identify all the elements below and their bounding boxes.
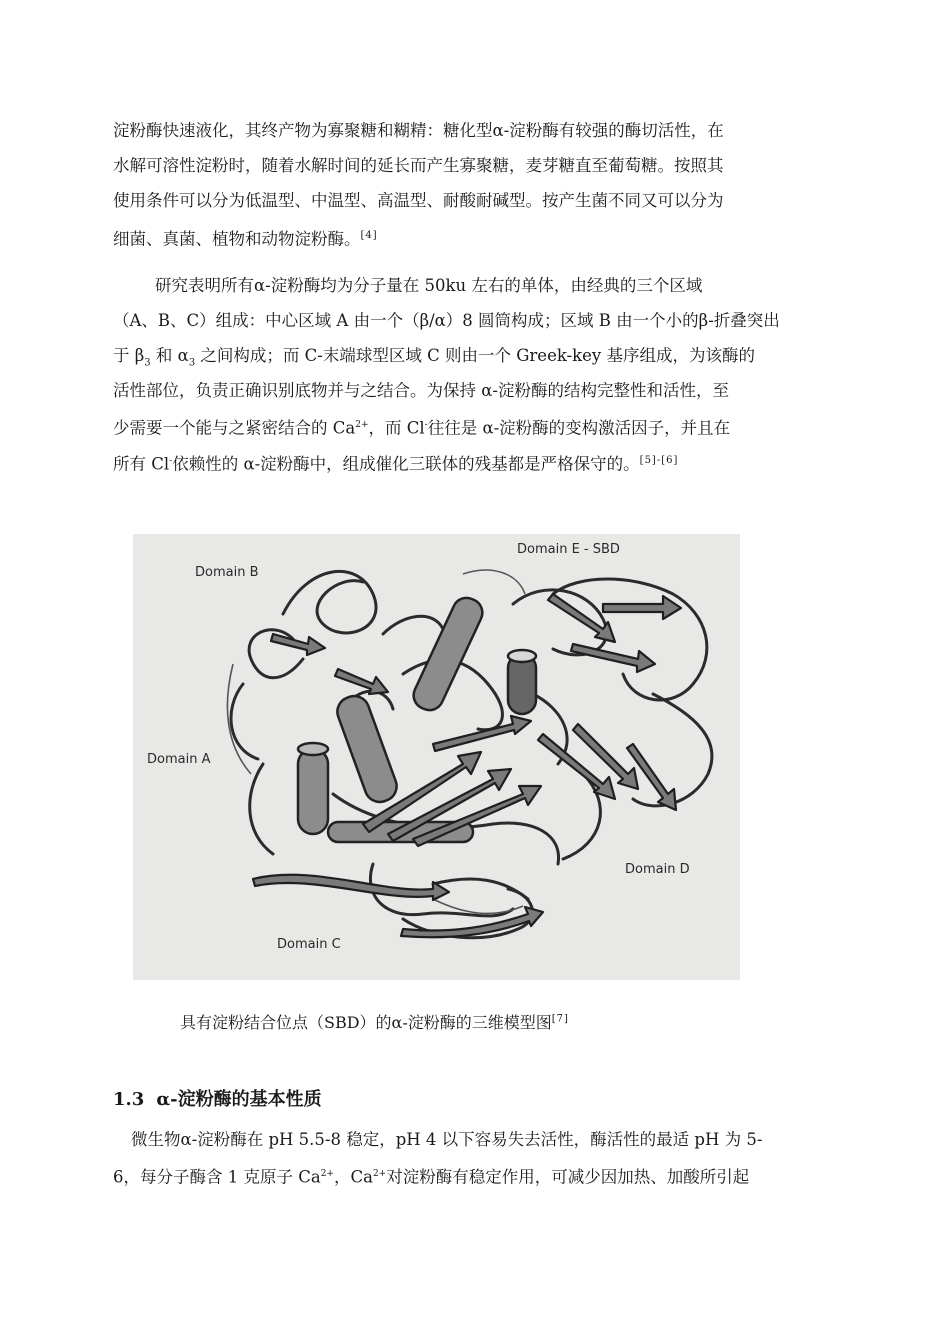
text-fragment: 对淀粉酶有稳定作用，可减少因加热、加酸所引起: [386, 1167, 750, 1187]
text-line: [113, 338, 843, 373]
superscript: 2+: [372, 1169, 387, 1179]
label-domain-e: Domain E - SBD: [517, 542, 620, 557]
text-fragment: 所有 Cl: [113, 454, 170, 474]
superscript: 2+: [355, 420, 369, 430]
text-fragment: 依赖性的 α-淀粉酶中，组成催化三联体的残基都是严格保守的。: [172, 454, 640, 474]
citation-ref: [5]-[6]: [639, 455, 679, 466]
section-number: 1.3: [113, 1089, 145, 1110]
text-fragment: 6，每分子酶含 1 克原子 Ca: [113, 1167, 321, 1187]
text-fragment: 细菌、真菌、植物和动物淀粉酶。: [113, 229, 361, 249]
text-line: 水解可溶性淀粉时，随着水解时间的延长而产生寡聚糖，麦芽糖直至葡萄糖。按照其: [113, 156, 724, 175]
text-line: 淀粉酶快速液化，其终产物为寡聚糖和糊精：糖化型α-淀粉酶有较强的酶切活性，在: [113, 121, 724, 140]
text-line: [113, 408, 843, 443]
paragraph-2: [113, 268, 843, 478]
text-fragment: 之间构成；而 C-末端球型区域 C 则由一个 Greek-key 基序组成，为该酶的: [195, 346, 755, 365]
text-line: （A、B、C）组成：中心区域 A 由一个（β/α）8 圆筒构成；区域 B 由一个小的β-折叠突出: [113, 311, 780, 330]
label-domain-c: Domain C: [277, 937, 341, 952]
text-line: 微生物α-淀粉酶在 pH 5.5-8 稳定，pH 4 以下容易失去活性，酶活性的最适 pH 为 5-: [131, 1130, 763, 1149]
paragraph-1: [113, 113, 843, 253]
text-fragment: ，Ca: [333, 1167, 373, 1187]
text-line: [113, 1157, 843, 1192]
superscript: -: [424, 420, 428, 430]
paragraph-3: [113, 1122, 843, 1192]
text-line: 研究表明所有α-淀粉酶均为分子量在 50ku 左右的单体，由经典的三个区域: [155, 276, 703, 295]
figure-caption: [180, 1010, 569, 1033]
citation-ref: [7]: [551, 1013, 569, 1025]
caption-text: 具有淀粉结合位点（SBD）的α-淀粉酶的三维模型图: [180, 1013, 552, 1032]
text-line: 活性部位，负责正确识别底物并与之结合。为保持 α-淀粉酶的结构完整性和活性，至: [113, 381, 729, 400]
section-heading: [113, 1085, 322, 1111]
section-title: α-淀粉酶的基本性质: [156, 1089, 322, 1110]
ribbon-diagram: [133, 534, 740, 980]
protein-structure-figure: [133, 534, 740, 980]
text-fragment: 往往是 α-淀粉酶的变构激活因子，并且在: [427, 418, 731, 438]
text-line: [113, 218, 843, 253]
text-line: 使用条件可以分为低温型、中温型、高温型、耐酸耐碱型。按产生菌不同又可以分为: [113, 191, 724, 210]
text-fragment: 和 α: [150, 346, 189, 365]
subscript: 3: [188, 357, 196, 369]
text-fragment: 少需要一个能与之紧密结合的 Ca: [113, 418, 356, 438]
label-domain-b: Domain B: [195, 565, 259, 580]
superscript: 2+: [320, 1169, 334, 1179]
superscript: -: [169, 456, 173, 466]
label-domain-d: Domain D: [625, 862, 690, 877]
citation-ref: [4]: [360, 230, 378, 241]
text-fragment: 于 β: [113, 346, 145, 365]
label-domain-a: Domain A: [147, 752, 211, 767]
text-fragment: ，而 Cl: [368, 418, 425, 438]
subscript: 3: [144, 357, 151, 369]
text-line: [113, 443, 843, 478]
